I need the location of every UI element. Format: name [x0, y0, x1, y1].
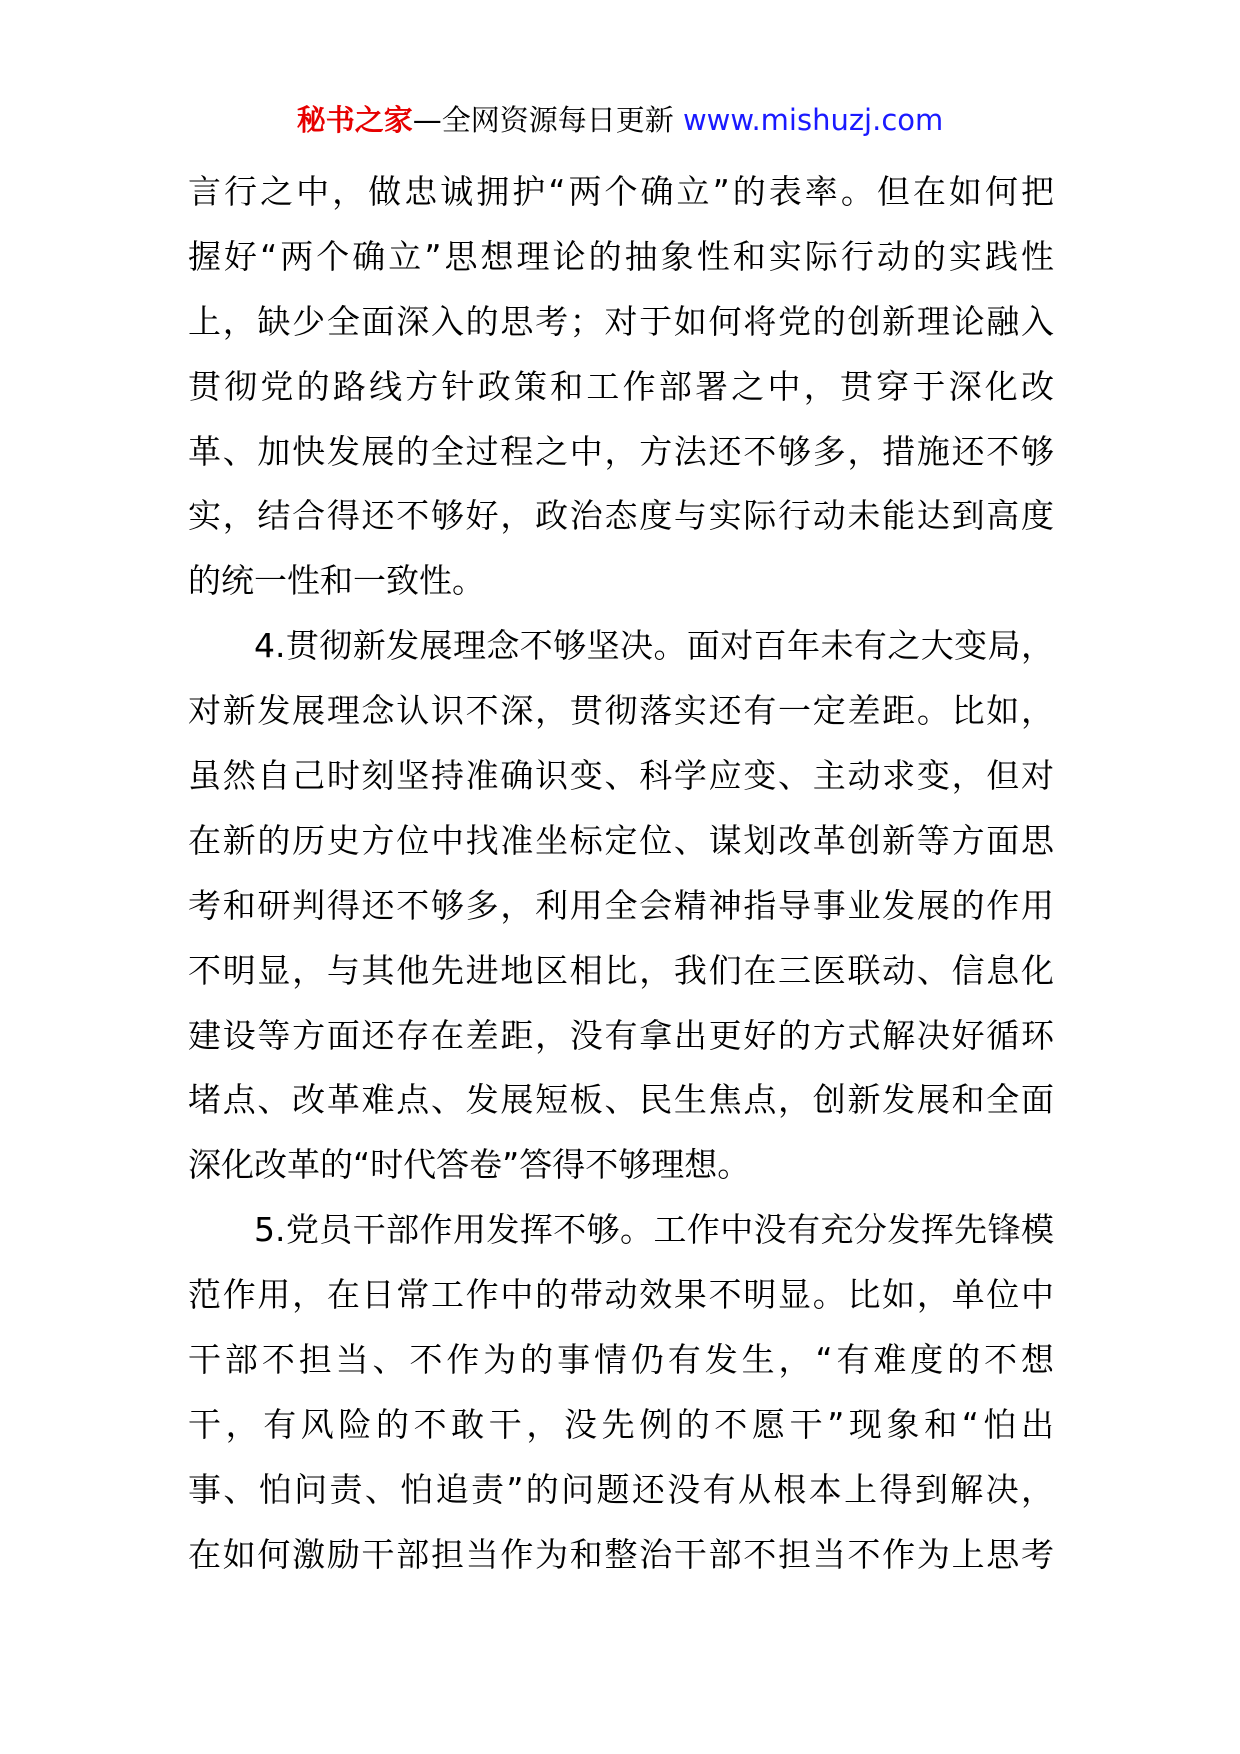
body-line: 的统一性和一致性。 [188, 561, 485, 601]
body-line: 上，缺少全面深入的思考；对于如何将党的创新理论融入 [188, 301, 1054, 341]
body-line: 不明显，与其他先进地区相比，我们在三医联动、信息化 [188, 950, 1054, 990]
body-line: 堵点、改革难点、发展短板、民生焦点，创新发展和全面 [188, 1080, 1054, 1120]
body-line: 在如何激励干部担当作为和整治干部不担当不作为上思考 [188, 1534, 1054, 1574]
body-line: 范作用，在日常工作中的带动效果不明显。比如，单位中 [188, 1275, 1054, 1315]
body-line: 深化改革的“时代答卷”答得不够理想。 [188, 1145, 751, 1185]
body-line: 革、加快发展的全过程之中，方法还不够多，措施还不够 [188, 431, 1054, 471]
body-line: 在新的历史方位中找准坐标定位、谋划改革创新等方面思 [188, 820, 1054, 860]
body-line: 实，结合得还不够好，政治态度与实际行动未能达到高度 [188, 496, 1054, 536]
body-line: 握好“两个确立”思想理论的抽象性和实际行动的实践性 [188, 236, 1054, 276]
body-line: 虽然自己时刻坚持准确识变、科学应变、主动求变，但对 [188, 756, 1054, 796]
paragraph-start-line: 4.贯彻新发展理念不够坚决。面对百年未有之大变局， [254, 626, 1054, 666]
body-line: 贯彻党的路线方针政策和工作部署之中，贯穿于深化改 [188, 366, 1054, 406]
paragraph-start-line: 5.党员干部作用发挥不够。工作中没有充分发挥先锋模 [254, 1210, 1054, 1250]
body-line: 干，有风险的不敢干，没先例的不愿干”现象和“怕出 [188, 1404, 1054, 1444]
body-line: 言行之中，做忠诚拥护“两个确立”的表率。但在如何把 [188, 172, 1054, 211]
page-header [0, 100, 1240, 140]
body-line: 建设等方面还存在差距，没有拿出更好的方式解决好循环 [188, 1015, 1054, 1055]
body-line: 对新发展理念认识不深，贯彻落实还有一定差距。比如， [188, 691, 1054, 731]
body-line: 考和研判得还不够多，利用全会精神指导事业发展的作用 [188, 885, 1054, 925]
header-tagline: —全网资源每日更新 [412, 103, 674, 137]
body-line: 事、怕问责、怕追责”的问题还没有从根本上得到解决， [188, 1469, 1054, 1509]
header-url-link[interactable]: www.mishuzj.com [682, 103, 944, 137]
header-brand: 秘书之家 [296, 103, 413, 137]
body-line: 干部不担当、不作为的事情仍有发生，“有难度的不想 [188, 1340, 1054, 1380]
document-body [188, 160, 1054, 1588]
